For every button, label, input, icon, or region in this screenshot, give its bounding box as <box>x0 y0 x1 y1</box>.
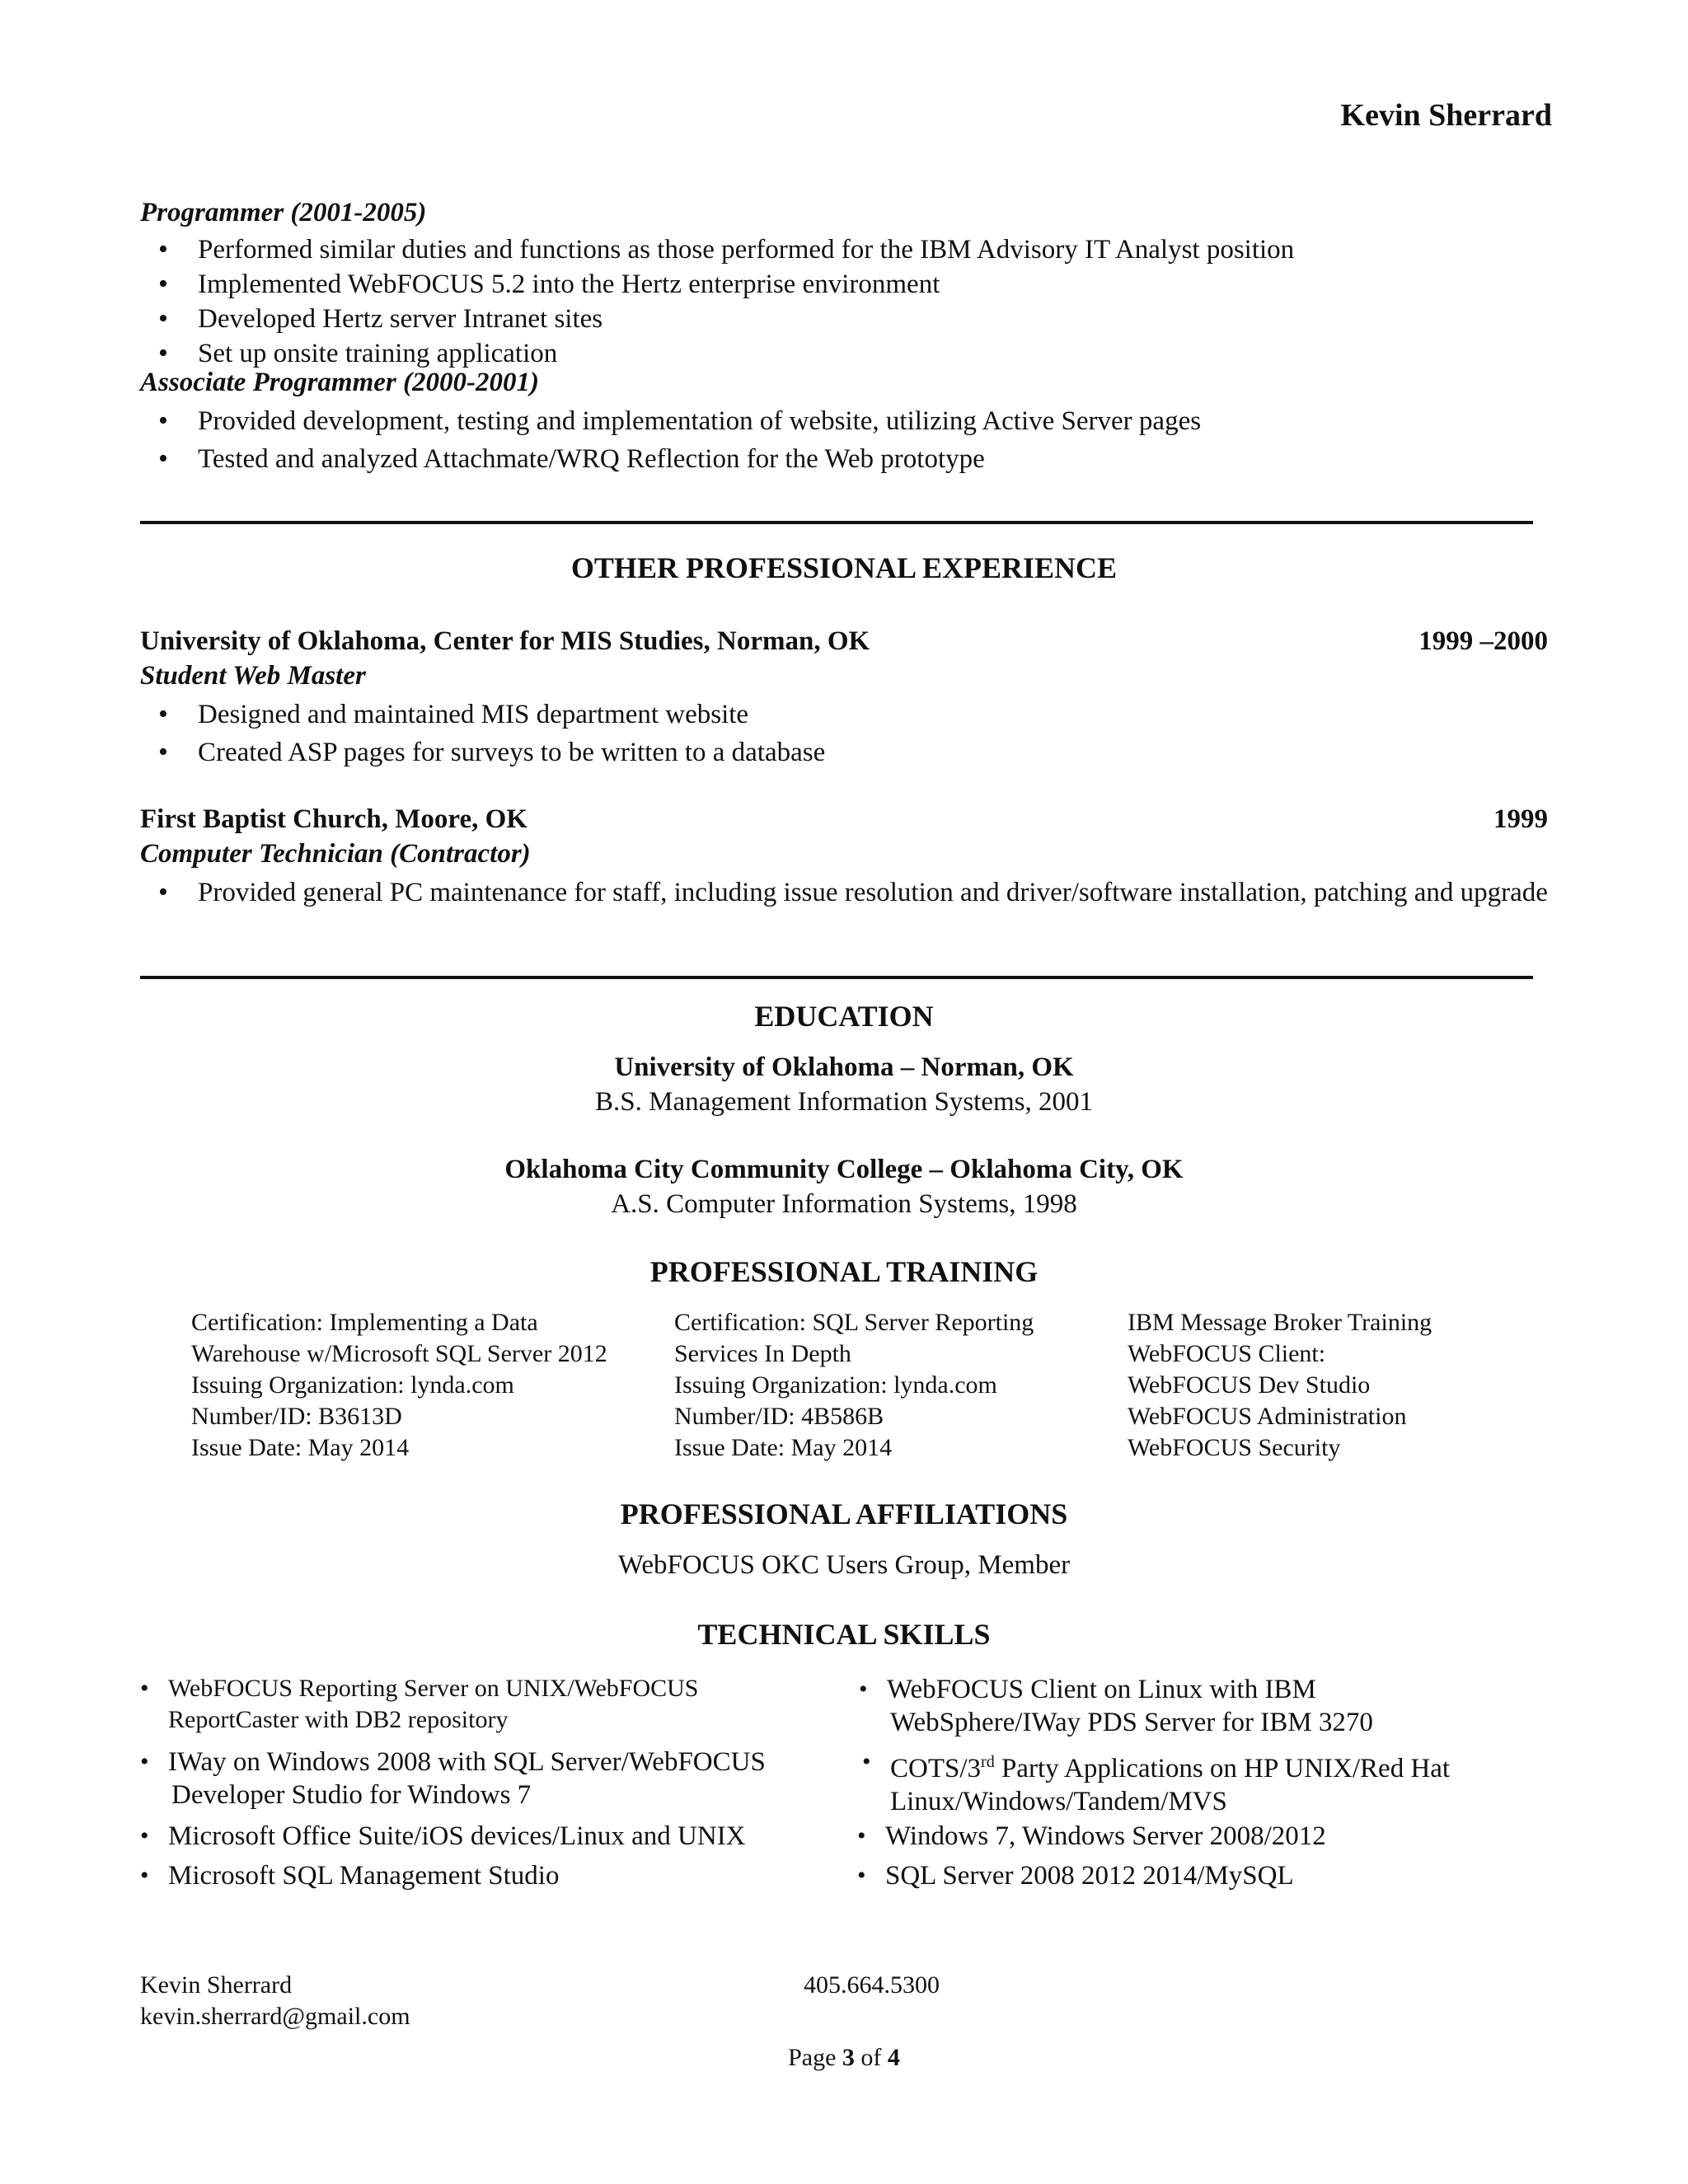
training-column <box>191 1307 607 1464</box>
training-line: WebFOCUS Dev Studio <box>1128 1371 1371 1399</box>
education-entry <box>0 1152 1688 1221</box>
degree: B.S. Management Information Systems, 2001 <box>594 1087 1094 1117</box>
list-item: • Performed similar duties and functions as those performed for the IBM Advisory IT Analyst position <box>198 232 1294 267</box>
affiliation-item: WebFOCUS OKC Users Group, Member <box>617 1550 1071 1580</box>
skill-item <box>885 1859 1294 1892</box>
skill-text: COTS/3 <box>890 1754 982 1783</box>
training-line: Issuing Organization: lynda.com <box>191 1371 514 1399</box>
training-line: WebFOCUS Client: <box>1128 1340 1326 1367</box>
footer-name: Kevin Sherrard <box>140 1971 293 1999</box>
skill-line: • Microsoft SQL Management Studio <box>168 1861 560 1891</box>
associate-programmer-bullet-list <box>198 404 1201 476</box>
total-pages: 4 <box>887 2044 900 2071</box>
resume-header-name: Kevin Sherrard <box>1340 98 1552 133</box>
job-title: Computer Technician (Contractor) <box>140 839 531 869</box>
list-item: • Provided general PC maintenance for staff, including issue resolution and driver/software installation, patching and upgrade <box>198 875 1550 910</box>
skill-item <box>885 1820 1326 1853</box>
training-line: Issue Date: May 2014 <box>191 1434 410 1461</box>
job-organization: University of Oklahoma, Center for MIS Studies, Norman, OK <box>140 626 870 656</box>
skill-line: WebSphere/IWay PDS Server for IBM 3270 <box>890 1708 1373 1737</box>
skill-item <box>168 1820 746 1853</box>
job-bullet-list <box>198 697 825 770</box>
skill-item <box>890 1746 1450 1818</box>
section-heading-other-experience: OTHER PROFESSIONAL EXPERIENCE <box>570 551 1118 584</box>
list-item: • Provided development, testing and implementation of website, utilizing Active Server pages <box>198 404 1201 438</box>
education-entry <box>0 1050 1688 1119</box>
list-item: • Developed Hertz server Intranet sites <box>198 302 1294 336</box>
current-page: 3 <box>842 2044 855 2071</box>
superscript: rd <box>981 1753 995 1771</box>
training-line: WebFOCUS Security <box>1128 1434 1341 1461</box>
training-line: Number/ID: 4B586B <box>674 1403 884 1430</box>
list-item: • Created ASP pages for surveys to be written to a database <box>198 735 825 770</box>
training-line: Number/ID: B3613D <box>191 1403 402 1430</box>
training-line: WebFOCUS Administration <box>1128 1403 1407 1430</box>
training-line: Certification: SQL Server Reporting <box>674 1309 1034 1336</box>
skill-item <box>887 1673 1373 1739</box>
section-divider <box>140 521 1533 524</box>
skill-text: Party Applications on HP UNIX/Red Hat <box>994 1754 1451 1783</box>
skill-line: Linux/Windows/Tandem/MVS <box>890 1787 1227 1816</box>
list-item: • Set up onsite training application <box>198 336 1294 371</box>
training-column <box>674 1307 1034 1464</box>
section-divider <box>140 976 1533 979</box>
footer-contact <box>140 1970 410 2032</box>
programmer-bullet-list <box>198 232 1294 371</box>
page-word: Page <box>788 2044 837 2071</box>
list-item: • Designed and maintained MIS department website <box>198 697 825 732</box>
job-bullet-list <box>198 875 1550 910</box>
section-heading-education: EDUCATION <box>754 1000 934 1033</box>
page-number <box>0 2042 1688 2074</box>
job-dates: 1999 –2000 <box>1418 626 1548 656</box>
school-name: Oklahoma City Community College – Oklahoma City, OK <box>504 1155 1184 1184</box>
skill-line: ReportCaster with DB2 repository <box>168 1706 509 1733</box>
skill-item <box>168 1673 698 1736</box>
training-line: Certification: Implementing a Data <box>191 1309 538 1336</box>
training-line: Warehouse w/Microsoft SQL Server 2012 <box>191 1340 607 1367</box>
skill-line: • IWay on Windows 2008 with SQL Server/WebFOCUS <box>168 1747 766 1777</box>
footer-email: kevin.sherrard@gmail.com <box>140 2003 410 2030</box>
degree: A.S. Computer Information Systems, 1998 <box>611 1189 1077 1219</box>
training-line: Issuing Organization: lynda.com <box>674 1371 997 1399</box>
job-title: Student Web Master <box>140 661 366 691</box>
job-organization: First Baptist Church, Moore, OK <box>140 804 528 834</box>
training-column <box>1128 1307 1432 1464</box>
skill-item <box>168 1746 766 1811</box>
skill-line: Developer Studio for Windows 7 <box>171 1780 532 1810</box>
role-title-programmer: Programmer (2001-2005) <box>140 198 427 227</box>
skill-line: • WebFOCUS Client on Linux with IBM <box>887 1675 1316 1704</box>
job-dates: 1999 <box>1493 804 1548 834</box>
training-line: IBM Message Broker Training <box>1128 1309 1432 1336</box>
list-item: • Tested and analyzed Attachmate/WRQ Reflection for the Web prototype <box>198 442 1201 476</box>
page-of: of <box>860 2044 882 2071</box>
role-title-associate-programmer: Associate Programmer (2000-2001) <box>140 368 539 397</box>
footer-phone: 405.664.5300 <box>804 1971 940 1999</box>
list-item: • Implemented WebFOCUS 5.2 into the Hertz enterprise environment <box>198 267 1294 302</box>
skill-item <box>168 1859 559 1892</box>
section-heading-training: PROFESSIONAL TRAINING <box>649 1255 1039 1288</box>
training-line: Issue Date: May 2014 <box>674 1434 893 1461</box>
skill-line: • WebFOCUS Reporting Server on UNIX/WebFOCUS <box>168 1675 699 1702</box>
section-heading-technical-skills: TECHNICAL SKILLS <box>697 1618 991 1651</box>
skill-line: • Microsoft Office Suite/iOS devices/Linux and UNIX <box>168 1821 746 1851</box>
section-heading-affiliations: PROFESSIONAL AFFILIATIONS <box>620 1497 1068 1530</box>
skill-line <box>890 1746 1450 1785</box>
school-name: University of Oklahoma – Norman, OK <box>614 1052 1074 1082</box>
training-line: Services In Depth <box>674 1340 851 1367</box>
skill-line: • Windows 7, Windows Server 2008/2012 <box>885 1821 1326 1851</box>
skill-line: • SQL Server 2008 2012 2014/MySQL <box>885 1861 1294 1891</box>
